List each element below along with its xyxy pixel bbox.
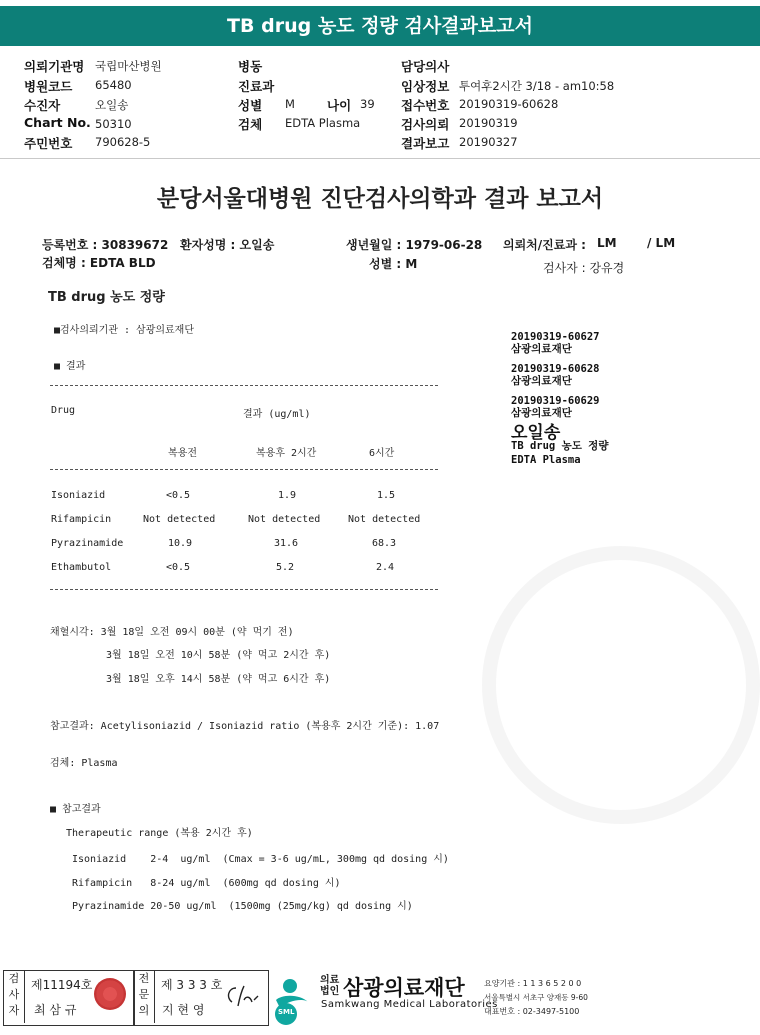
table-bottom-rule	[50, 589, 438, 590]
id-no-value: 790628-5	[95, 135, 151, 149]
label-specimen: EDTA Plasma	[511, 454, 581, 466]
id-no-label: 주민번호	[24, 136, 73, 151]
examiner-license: 제11194호	[31, 978, 93, 992]
value-before: <0.5	[166, 562, 191, 573]
label-org: 삼광의료재단	[511, 375, 572, 387]
label-id: 20190319-60628	[511, 363, 600, 375]
col-6h: 6시간	[369, 448, 395, 459]
therapeutic-range-title: Therapeutic range (복용 2시간 후)	[66, 828, 253, 839]
value-2h: Not detected	[248, 514, 321, 525]
examiner-name: 최 삼 규	[34, 1003, 77, 1017]
hospital-code-label: 병원코드	[24, 79, 73, 94]
doctor-license: 제 3 3 3 호	[161, 978, 223, 992]
label-org: 삼광의료재단	[511, 343, 572, 355]
clinical-info-label: 임상정보	[401, 79, 450, 94]
specimen-label: 검체	[238, 117, 263, 132]
org-phone: 대표번호 : 02-3497-5100	[484, 1007, 580, 1016]
doctor-signature	[222, 980, 262, 1012]
org-tag: 의료법인	[320, 975, 340, 997]
sampling-time-2: 3월 18일 오전 10시 58분 (약 먹고 2시간 후)	[106, 650, 331, 661]
examiner-tag: 검사자	[4, 971, 25, 1023]
drug-name: Pyrazinamide	[51, 538, 124, 549]
value-2h: 31.6	[274, 538, 299, 549]
footer	[0, 966, 760, 1035]
col-before: 복용전	[168, 448, 197, 459]
label-id: 20190319-60629	[511, 395, 600, 407]
section-title: TB drug 농도 정량	[48, 290, 165, 305]
chart-no-label: Chart No.	[24, 115, 91, 130]
chart-no-value: 50310	[95, 117, 132, 131]
col-drug: Drug	[51, 405, 76, 416]
org-name: 삼광의료재단	[343, 976, 465, 1000]
label-patient-name: 오일송	[511, 423, 561, 443]
col-2h: 복용후 2시간	[256, 448, 317, 459]
doctor-label: 담당의사	[401, 59, 450, 74]
request-date-label: 검사의뢰	[401, 117, 450, 132]
reference-heading: ■ 참고결과	[50, 804, 101, 815]
range-pyrazinamide: Pyrazinamide 20-50 ug/ml (1500mg (25mg/kg) qd dosing 시)	[72, 901, 413, 912]
dept-label: 진료과	[238, 79, 275, 94]
value-6h: 68.3	[372, 538, 397, 549]
report-date-value: 20190327	[459, 135, 518, 149]
scanned-report	[2, 166, 758, 966]
request-dept-b: / LM	[647, 236, 676, 250]
doctor-tag: 전문의	[134, 971, 155, 1023]
value-before: <0.5	[166, 490, 191, 501]
age-value: 39	[360, 97, 375, 111]
report-title-bar	[0, 6, 760, 46]
sampling-time-1: 채혈시각: 3월 18일 오전 09시 00분 (약 먹기 전)	[50, 627, 294, 638]
report-title: TB drug 농도 정량 검사결과보고서	[227, 15, 533, 37]
request-date-value: 20190319	[459, 116, 518, 130]
org-code: 요양기관 : 1 1 3 6 5 2 0 0	[484, 979, 582, 988]
label-id: 20190319-60627	[511, 331, 600, 343]
scan-report-title: 분당서울대병원 진단검사의학과 결과 보고서	[156, 186, 604, 212]
patient-label: 수진자	[24, 98, 61, 113]
examiner: 검사자 : 강유경	[543, 261, 625, 275]
result-heading: ■ 결과	[54, 361, 86, 372]
specimen-line: 검체: Plasma	[50, 758, 118, 769]
receipt-no-label: 접수번호	[401, 98, 450, 113]
value-before: 10.9	[168, 538, 193, 549]
sampling-time-3: 3월 18일 오후 14시 58분 (약 먹고 6시간 후)	[106, 674, 331, 685]
watermark	[482, 546, 760, 824]
institution-label: 의뢰기관명	[24, 59, 85, 74]
header-divider	[0, 158, 760, 159]
value-6h: 2.4	[376, 562, 395, 573]
col-result: 결과 (ug/ml)	[243, 409, 311, 420]
value-2h: 1.9	[278, 490, 297, 501]
institution-value: 국립마산병원	[95, 59, 162, 73]
value-before: Not detected	[143, 514, 216, 525]
logo-text: SML	[278, 1008, 295, 1016]
age-label: 나이	[327, 98, 352, 113]
doctor-name: 지 현 영	[162, 1003, 205, 1017]
label-org: 삼광의료재단	[511, 407, 572, 419]
value-6h: Not detected	[348, 514, 421, 525]
examiner-seal	[94, 978, 126, 1010]
report-date-label: 결과보고	[401, 136, 450, 151]
range-isoniazid: Isoniazid 2-4 ug/ml (Cmax = 3-6 ug/mL, 300mg qd dosing 시)	[72, 854, 449, 865]
request-dept-label: 의뢰처/진료과 :	[503, 238, 586, 252]
range-rifampicin: Rifampicin 8-24 ug/ml (600mg qd dosing 시)	[72, 878, 341, 889]
drug-name: Ethambutol	[51, 562, 112, 573]
specimen-value: EDTA Plasma	[285, 116, 361, 130]
request-dept-a: LM	[597, 236, 617, 250]
receipt-no-value: 20190319-60628	[459, 97, 559, 111]
org-address: 서울특별시 서초구 양재동 9-60	[484, 993, 588, 1002]
registration-no: 등록번호 : 30839672	[42, 238, 169, 252]
institution-line: ■검사의뢰기관 : 삼광의료재단	[54, 325, 195, 336]
hospital-code-value: 65480	[95, 78, 132, 92]
sex-label: 성별	[238, 98, 263, 113]
patient-name: 환자성명 : 오일송	[180, 238, 275, 252]
drug-name: Isoniazid	[51, 490, 106, 501]
specimen-name: 검체명 : EDTA BLD	[42, 256, 156, 270]
patient-value: 오일송	[95, 98, 129, 112]
scan-sex: 성별 : M	[369, 257, 418, 271]
reference-result: 참고결과: Acetylisoniazid / Isoniazid ratio (복용후 2시간 기준): 1.07	[50, 721, 440, 732]
sml-logo-icon	[270, 972, 316, 1026]
org-english-name: Samkwang Medical Laboratories	[321, 999, 498, 1010]
label-test: TB drug 농도 정량	[511, 440, 609, 452]
table-mid-rule	[50, 469, 438, 470]
date-of-birth: 생년월일 : 1979-06-28	[346, 238, 483, 252]
value-2h: 5.2	[276, 562, 295, 573]
sex-value: M	[285, 97, 295, 111]
value-6h: 1.5	[377, 490, 396, 501]
drug-name: Rifampicin	[51, 514, 112, 525]
clinical-info-value: 투여후2시간 3/18 - am10:58	[459, 79, 615, 93]
ward-label: 병동	[238, 59, 263, 74]
table-top-rule	[50, 385, 438, 386]
